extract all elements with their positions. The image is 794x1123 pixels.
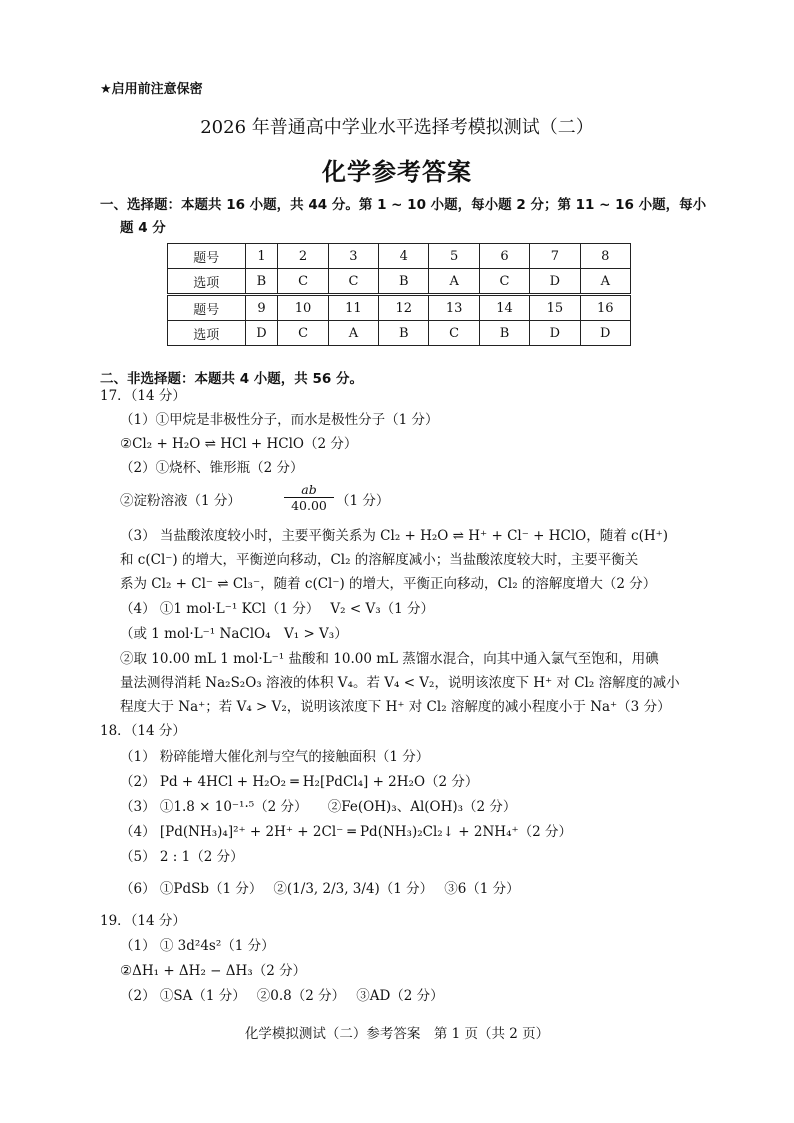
table-row bbox=[168, 269, 631, 295]
answer-line: （6） ①PdSb（1 分） ②(1/3, 2/3, 3/4)（1 分） ③6（1 分） bbox=[120, 881, 520, 897]
answer-line: （或 1 mol·L⁻¹ NaClO₄ V₁ > V₃） bbox=[120, 626, 348, 642]
row-label: 选项 bbox=[168, 269, 246, 295]
table-cell: 6 bbox=[479, 244, 529, 269]
answer-line: 程度大于 Na⁺；若 V₄ > V₂，说明该浓度下 H⁺ 对 Cl₂ 溶解度的减小程度小于 Na⁺（3 分） bbox=[120, 699, 671, 715]
table-cell: 15 bbox=[530, 295, 580, 321]
answer-line: （1）①甲烷是非极性分子，而水是极性分子（1 分） bbox=[120, 412, 439, 428]
fraction-ab-over-40 bbox=[284, 482, 334, 513]
table-row bbox=[168, 321, 631, 346]
table-cell: C bbox=[328, 269, 378, 295]
document-title: 化学参考答案 bbox=[322, 158, 472, 186]
row-label: 题号 bbox=[168, 244, 246, 269]
answer-line: ②ΔH₁ + ΔH₂ − ΔH₃（2 分） bbox=[120, 963, 307, 979]
table-cell: A bbox=[328, 321, 378, 346]
row-label: 选项 bbox=[168, 321, 246, 346]
answer-line: （4） [Pd(NH₃)₄]²⁺ + 2H⁺ + 2Cl⁻ ═ Pd(NH₃)₂Cl₂↓ + 2NH₄⁺（2 分） bbox=[120, 824, 572, 840]
page-footer: 化学模拟测试（二）参考答案 第 1 页（共 2 页） bbox=[244, 1026, 550, 1042]
answer-line: ②淀粉溶液（1 分） bbox=[120, 493, 241, 509]
table-cell: A bbox=[580, 269, 630, 295]
section-one-heading-cont: 题 4 分 bbox=[120, 220, 166, 236]
question-17-heading: 17．（14 分） bbox=[100, 388, 186, 404]
table-cell: D bbox=[530, 321, 580, 346]
table-cell: 5 bbox=[429, 244, 479, 269]
answer-line: （1） 粉碎能增大催化剂与空气的接触面积（1 分） bbox=[120, 749, 430, 765]
answer-line: 量法测得消耗 Na₂S₂O₃ 溶液的体积 V₄。若 V₄ < V₂，说明该浓度下 H⁺ 对 Cl₂ 溶解度的减小 bbox=[120, 675, 680, 691]
answer-line: 和 c(Cl⁻) 的增大，平衡逆向移动，Cl₂ 的溶解度减小；当盐酸浓度较大时，主要平衡关 bbox=[120, 552, 639, 568]
confidential-label: ★启用前注意保密 bbox=[100, 82, 203, 97]
exam-title: 2026 年普通高中学业水平选择考模拟测试（二） bbox=[200, 117, 594, 138]
answer-line: ②取 10.00 mL 1 mol·L⁻¹ 盐酸和 10.00 mL 蒸馏水混合，向其中通入氯气至饱和，用碘 bbox=[120, 651, 659, 667]
answer-line: （2） Pd + 4HCl + H₂O₂ ═ H₂[PdCl₄] + 2H₂O（2 分） bbox=[120, 774, 479, 790]
table-cell: 7 bbox=[530, 244, 580, 269]
answer-line: ②Cl₂ + H₂O ⇌ HCl + HClO（2 分） bbox=[120, 436, 358, 452]
table-cell: 9 bbox=[245, 295, 278, 321]
table-cell: B bbox=[379, 321, 429, 346]
table-cell: 16 bbox=[580, 295, 630, 321]
table-row bbox=[168, 295, 631, 321]
row-label: 题号 bbox=[168, 295, 246, 321]
answer-line: （2）①烧杯、锥形瓶（2 分） bbox=[120, 460, 304, 476]
table-cell: 10 bbox=[278, 295, 328, 321]
answer-line: （3） 当盐酸浓度较小时，主要平衡关系为 Cl₂ + H₂O ⇌ H⁺ + Cl⁻ + HClO，随着 c(H⁺) bbox=[120, 528, 669, 544]
section-one-heading: 一、选择题：本题共 16 小题，共 44 分。第 1 ~ 10 小题，每小题 2 分；第 11 ~ 16 小题，每小 bbox=[100, 197, 707, 213]
table-cell: 14 bbox=[479, 295, 529, 321]
answer-line: （2） ①SA（1 分） ②0.8（2 分） ③AD（2 分） bbox=[120, 988, 444, 1004]
table-cell: 13 bbox=[429, 295, 479, 321]
answer-line: 系为 Cl₂ + Cl⁻ ⇌ Cl₃⁻，随着 c(Cl⁻) 的增大，平衡正向移动，Cl₂ 的溶解度增大（2 分） bbox=[120, 576, 657, 592]
fraction-denominator: 40.00 bbox=[291, 498, 327, 513]
table-cell: 1 bbox=[245, 244, 278, 269]
question-19-heading: 19．（14 分） bbox=[100, 913, 186, 929]
table-cell: 12 bbox=[379, 295, 429, 321]
table-cell: C bbox=[278, 269, 328, 295]
answer-line: （3） ①1.8 × 10⁻¹·⁵（2 分） ②Fe(OH)₃、Al(OH)₃（2 分） bbox=[120, 799, 517, 815]
table-cell: A bbox=[429, 269, 479, 295]
answer-line: （1） ① 3d²4s²（1 分） bbox=[120, 938, 275, 954]
table-cell: 3 bbox=[328, 244, 378, 269]
fraction-score: （1 分） bbox=[336, 493, 390, 509]
table-cell: 2 bbox=[278, 244, 328, 269]
table-cell: 11 bbox=[328, 295, 378, 321]
table-cell: B bbox=[379, 269, 429, 295]
table-row bbox=[168, 244, 631, 269]
table-cell: D bbox=[530, 269, 580, 295]
table-cell: 8 bbox=[580, 244, 630, 269]
table-cell: C bbox=[429, 321, 479, 346]
question-18-heading: 18．（14 分） bbox=[100, 723, 186, 739]
table-cell: B bbox=[479, 321, 529, 346]
answer-line: （5） 2 : 1（2 分） bbox=[120, 849, 244, 865]
table-cell: D bbox=[245, 321, 278, 346]
answer-line: （4） ①1 mol·L⁻¹ KCl（1 分） V₂ < V₃（1 分） bbox=[120, 601, 434, 617]
table-cell: D bbox=[580, 321, 630, 346]
table-cell: 4 bbox=[379, 244, 429, 269]
table-cell: C bbox=[479, 269, 529, 295]
table-cell: C bbox=[278, 321, 328, 346]
table-cell: B bbox=[245, 269, 278, 295]
answer-table bbox=[167, 243, 631, 346]
section-two-heading: 二、非选择题：本题共 4 小题，共 56 分。 bbox=[100, 371, 363, 387]
fraction-numerator: ab bbox=[284, 482, 334, 498]
